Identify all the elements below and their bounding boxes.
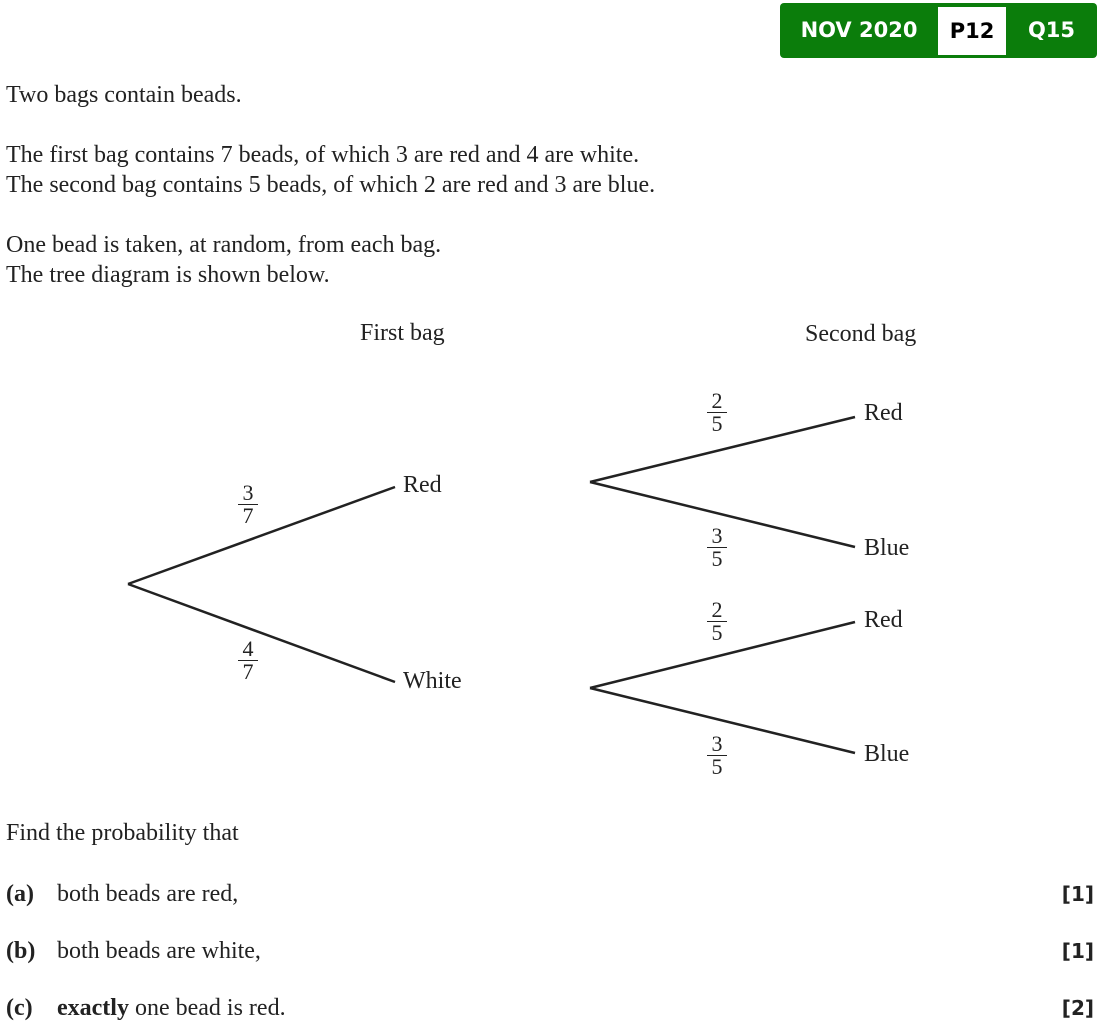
badge-session: NOV 2020	[800, 18, 918, 42]
second-bag-label: Second bag	[805, 321, 917, 347]
probability-fraction: $\frac{3}{5}$	[707, 525, 727, 570]
part-letter: (b)	[6, 938, 36, 964]
intro-line: Two bags contain beads.	[6, 82, 242, 108]
outcome-label: Blue	[864, 741, 910, 767]
branch-first-red	[128, 487, 395, 584]
probability-fraction: $\frac{3}{5}$	[707, 733, 727, 778]
emphasis: exactly	[57, 995, 129, 1021]
part-text: both beads are red,	[57, 881, 239, 907]
probability-fraction: $\frac{3}{7}$	[238, 482, 258, 527]
probability-fraction: $\frac{4}{7}$	[238, 638, 258, 683]
part-text: both beads are white,	[57, 938, 261, 964]
part-text: exactly one bead is red.	[57, 995, 286, 1021]
marks: [2]	[1061, 996, 1094, 1020]
outcome-label: Red	[864, 607, 903, 633]
outcome-label: Red	[864, 400, 903, 426]
probability-fraction: $\frac{2}{5}$	[707, 599, 727, 644]
part-letter: (a)	[6, 881, 34, 907]
badge-question: Q15	[1027, 18, 1076, 42]
badge-paper: P12	[938, 7, 1006, 55]
marks: [1]	[1061, 882, 1094, 906]
intro-line: The tree diagram is shown below.	[6, 262, 330, 288]
outcome-label: Blue	[864, 535, 910, 561]
probability-fraction: $\frac{2}{5}$	[707, 390, 727, 435]
first-bag-label: First bag	[360, 320, 445, 346]
branch-first-white	[128, 584, 395, 682]
prompt: Find the probability that	[6, 820, 239, 846]
outcome-label: White	[403, 668, 462, 694]
intro-line: The first bag contains 7 beads, of which 3 are red and 4 are white.	[6, 142, 640, 168]
intro-line: One bead is taken, at random, from each bag.	[6, 232, 442, 258]
part-letter: (c)	[6, 995, 33, 1021]
outcome-label: Red	[403, 472, 442, 498]
marks: [1]	[1061, 939, 1094, 963]
intro-line: The second bag contains 5 beads, of which 2 are red and 3 are blue.	[6, 172, 656, 198]
